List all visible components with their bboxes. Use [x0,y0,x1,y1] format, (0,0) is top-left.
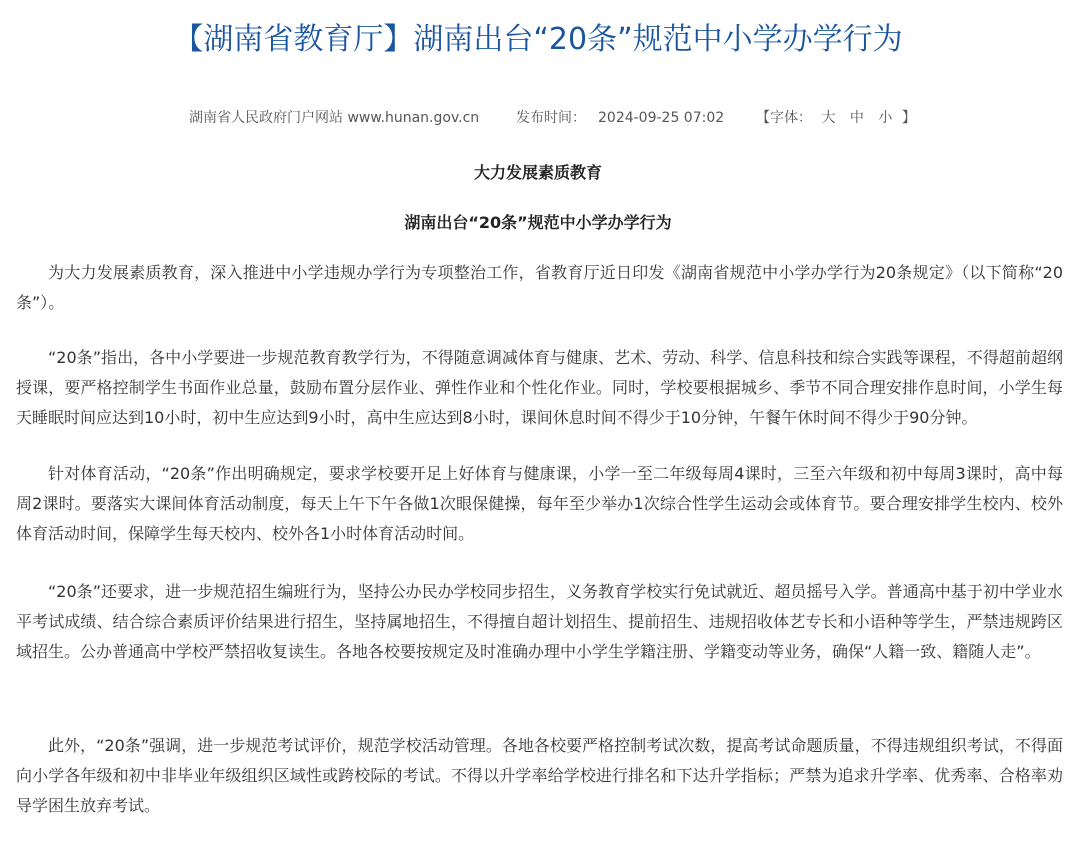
article-subhead: 大力发展素质教育 [473,163,602,182]
article-paragraph: “20条”指出，各中小学要进一步规范教育教学行为，不得随意调减体育与健康、艺术、劳动、科学、信息科技和综合实践等课程，不得超前超纲授课，要严格控制学生书面作业总量，鼓励布置分层作业、弹性作业和个性化作业。同时，学校要根据城乡、季节不同合理安排作息时间，小学生每天睡眠时间应达到10小时，初中生应达到9小时，高中生应达到8小时，课间休息时间不得少于10分钟，午餐午休时间不得少于90分钟。 [16,348,1063,427]
publish-time-label: 发布时间： [516,110,586,126]
article-paragraph: 针对体育活动，“20条”作出明确规定，要求学校要开足上好体育与健康课，小学一至二年级每周4课时，三至六年级和初中每周3课时，高中每周2课时。要落实大课间体育活动制度，每天上午下午各做1次眼保健操，每年至少举办1次综合性学生运动会或体育节。要合理安排学生校内、校外体育活动时间，保障学生每天校内、校外各1小时体育活动时间。 [16,464,1063,543]
font-size-medium-button[interactable]: 中 [849,110,864,126]
article-source: 湖南省人民政府门户网站 www.hunan.gov.cn [189,110,480,126]
article-title: 【湖南省教育厅】湖南出台“20条”规范中小学办学行为 [173,22,903,57]
font-size-small-button[interactable]: 小 [878,110,893,126]
article-paragraph: 此外，“20条”强调，进一步规范考试评价，规范学校活动管理。各地各校要严格控制考试次数，提高考试命题质量，不得违规组织考试，不得面向小学各年级和初中非毕业年级组织区域性或跨校际的考试。不得以升学率给学校进行排名和下达升学指标；严禁为追求升学率、优秀率、合格率劝导学困生放弃考试。 [16,736,1063,815]
font-size-selector [756,108,916,128]
font-size-close-bracket: 】 [901,110,916,126]
article-subhead: 湖南出台“20条”规范中小学办学行为 [404,213,672,232]
font-size-label: 【字体： [756,110,812,126]
article-paragraph: “20条”还要求，进一步规范招生编班行为，坚持公办民办学校同步招生，义务教育学校实行免试就近、超员摇号入学。普通高中基于初中学业水平考试成绩、结合综合素质评价结果进行招生，坚持属地招生，不得擅自超计划招生、提前招生、违规招收体艺专长和小语种等学生，严禁违规跨区域招生。公办普通高中学校严禁招收复读生。各地各校要按规定及时准确办理中小学生学籍注册、学籍变动等业务，确保“人籍一致、籍随人走”。 [16,582,1063,661]
publish-time-value: 2024-09-25 07:02 [598,110,725,126]
article-paragraph: 为大力发展素质教育，深入推进中小学违规办学行为专项整治工作，省教育厅近日印发《湖南省规范中小学办学行为20条规定》（以下简称“20条”）。 [16,263,1063,312]
publish-time [516,108,724,128]
font-size-large-button[interactable]: 大 [821,110,836,126]
